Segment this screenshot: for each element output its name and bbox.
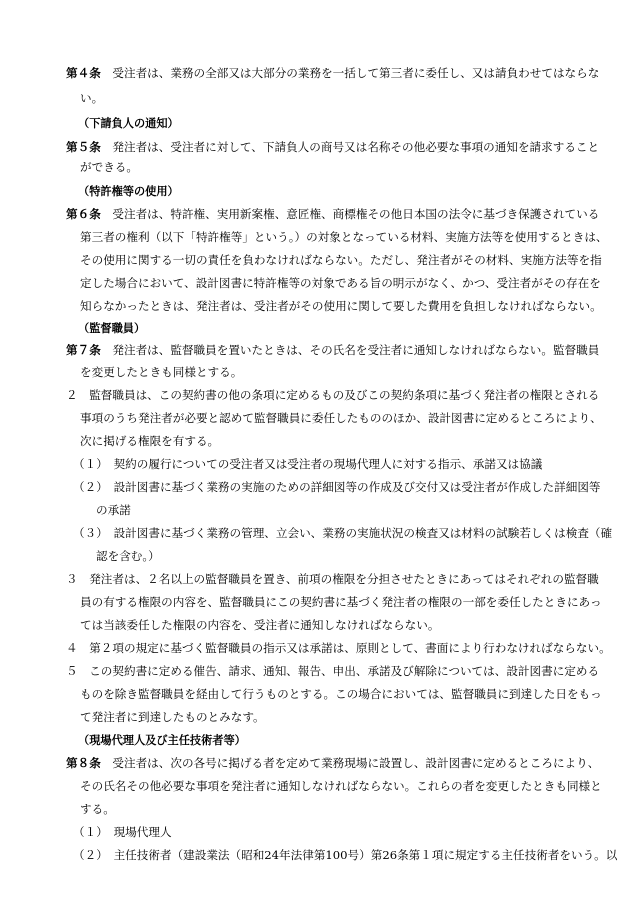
article-4-line-1 xyxy=(66,68,599,80)
article-4-text: 受注者は、業務の全部又は大部分の業務を一括して第三者に委任し、又は請負わせてはならな xyxy=(100,66,600,80)
heading-supervisor: （監督職員） xyxy=(78,322,146,335)
article-7-item-3-line-2: 認を含む。） xyxy=(96,549,160,563)
article-7-item-1: （１） 契約の履行についての受注者又は受注者の現場代理人に対する指示、承諾又は協議 xyxy=(73,457,543,471)
article-7-item-2-line-2: の承諾 xyxy=(96,503,131,517)
article-4-label: 第４条 xyxy=(66,66,101,80)
article-8-line-2: その氏名その他必要な事項を発注者に通知しなければならない。これらの者を変更したときも同様と xyxy=(80,779,602,793)
article-6-line-4: 定した場合において、設計図書に特許権等の対象である旨の明示がなく、かつ、受注者がその存在を xyxy=(80,276,601,290)
article-7-item-3-line-1: （３） 設計図書に基づく業務の管理、立会い、業務の実施状況の検査又は材料の試験若しくは検査（確 xyxy=(73,526,613,540)
article-8-label: 第８条 xyxy=(66,756,101,770)
article-7-line-1 xyxy=(66,345,599,357)
article-8-line-1 xyxy=(66,758,599,770)
article-6-line-1 xyxy=(66,209,599,221)
article-7-para-5-line-2: ものを除き監督職員を経由して行うものとする。この場合においては、監督職員に到達した日をもっ xyxy=(80,687,602,701)
article-7-para-2-line-2: 事項のうち発注者が必要と認めて監督職員に委任したもののほか、設計図書に定めるところにより、 xyxy=(80,411,602,425)
article-8-item-2-line-1: （２） 主任技術者（建設業法（昭和24年法律第100号）第26条第１項に規定する主任技術者をいう。以 xyxy=(73,848,618,862)
heading-site-agent: （現場代理人及び主任技術者等） xyxy=(78,734,246,747)
article-6-line-5: 知らなかったときは、発注者は、受注者がその使用に関して要した費用を負担しなければならない。 xyxy=(80,299,602,313)
article-5-text: 発注者は、受注者に対して、下請負人の商号又は名称その他必要な事項の通知を請求すること xyxy=(100,140,600,154)
article-6-label: 第６条 xyxy=(66,207,101,221)
article-5-label: 第５条 xyxy=(66,140,101,154)
heading-patent-use: （特許権等の使用） xyxy=(78,185,179,198)
article-4-line-2: い。 xyxy=(80,91,104,105)
article-7-text: 発注者は、監督職員を置いたときは、その氏名を受注者に通知しなければならない。監督職員 xyxy=(100,343,600,357)
article-7-para-5-line-1: ５ この契約書に定める催告、請求、通知、報告、申出、承諾及び解除については、設計図書に定める xyxy=(66,664,600,678)
article-5-line-2: ができる。 xyxy=(80,160,138,174)
article-7-para-2-line-1: ２ 監督職員は、この契約書の他の条項に定めるもの及びこの契約条項に基づく発注者の権限とされる xyxy=(66,388,600,402)
article-7-para-5-line-3: て発注者に到達したものとみなす。 xyxy=(80,710,265,724)
article-7-label: 第７条 xyxy=(66,343,101,357)
article-6-line-2: 第三者の権利（以下「特許権等」という。）の対象となっている材料、実施方法等を使用するときは、 xyxy=(80,230,608,244)
article-7-item-2-line-1: （２） 設計図書に基づく業務の実施のための詳細図等の作成及び交付又は受注者が作成した詳細図等 xyxy=(73,480,601,494)
article-7-para-3-line-1: ３ 発注者は、２名以上の監督職員を置き、前項の権限を分担させたときにあってはそれぞれの監督職 xyxy=(66,572,599,586)
article-6-text: 受注者は、特許権、実用新案権、意匠権、商標権その他日本国の法令に基づき保護されている xyxy=(100,207,600,221)
article-5-line-1 xyxy=(66,142,599,154)
article-7-para-3-line-2: 員の有する権限の内容を、監督職員にこの契約書に基づく発注者の権限の一部を委任したときにあっ xyxy=(80,595,602,609)
article-8-text: 受注者は、次の各号に掲げる者を定めて業務現場に設置し、設計図書に定めるところにより、 xyxy=(100,756,600,770)
article-7-para-3-line-3: ては当該委任した権限の内容を、受注者に通知しなければならない。 xyxy=(80,618,440,632)
article-8-line-3: する。 xyxy=(80,802,115,816)
article-7-para-4: ４ 第２項の規定に基づく監督職員の指示又は承諾は、原則として、書面により行わなければならない。 xyxy=(66,641,611,655)
article-6-line-3: その使用に関する一切の責任を負わなければならない。ただし、発注者がその材料、実施方法等を指 xyxy=(80,253,602,267)
article-7-line-2: を変更したときも同様とする。 xyxy=(80,365,243,379)
article-7-para-2-line-3: 次に掲げる権限を有する。 xyxy=(80,434,220,448)
article-8-item-1: （１） 現場代理人 xyxy=(73,825,172,839)
heading-subcontractor-notice: （下請負人の通知） xyxy=(78,117,179,130)
